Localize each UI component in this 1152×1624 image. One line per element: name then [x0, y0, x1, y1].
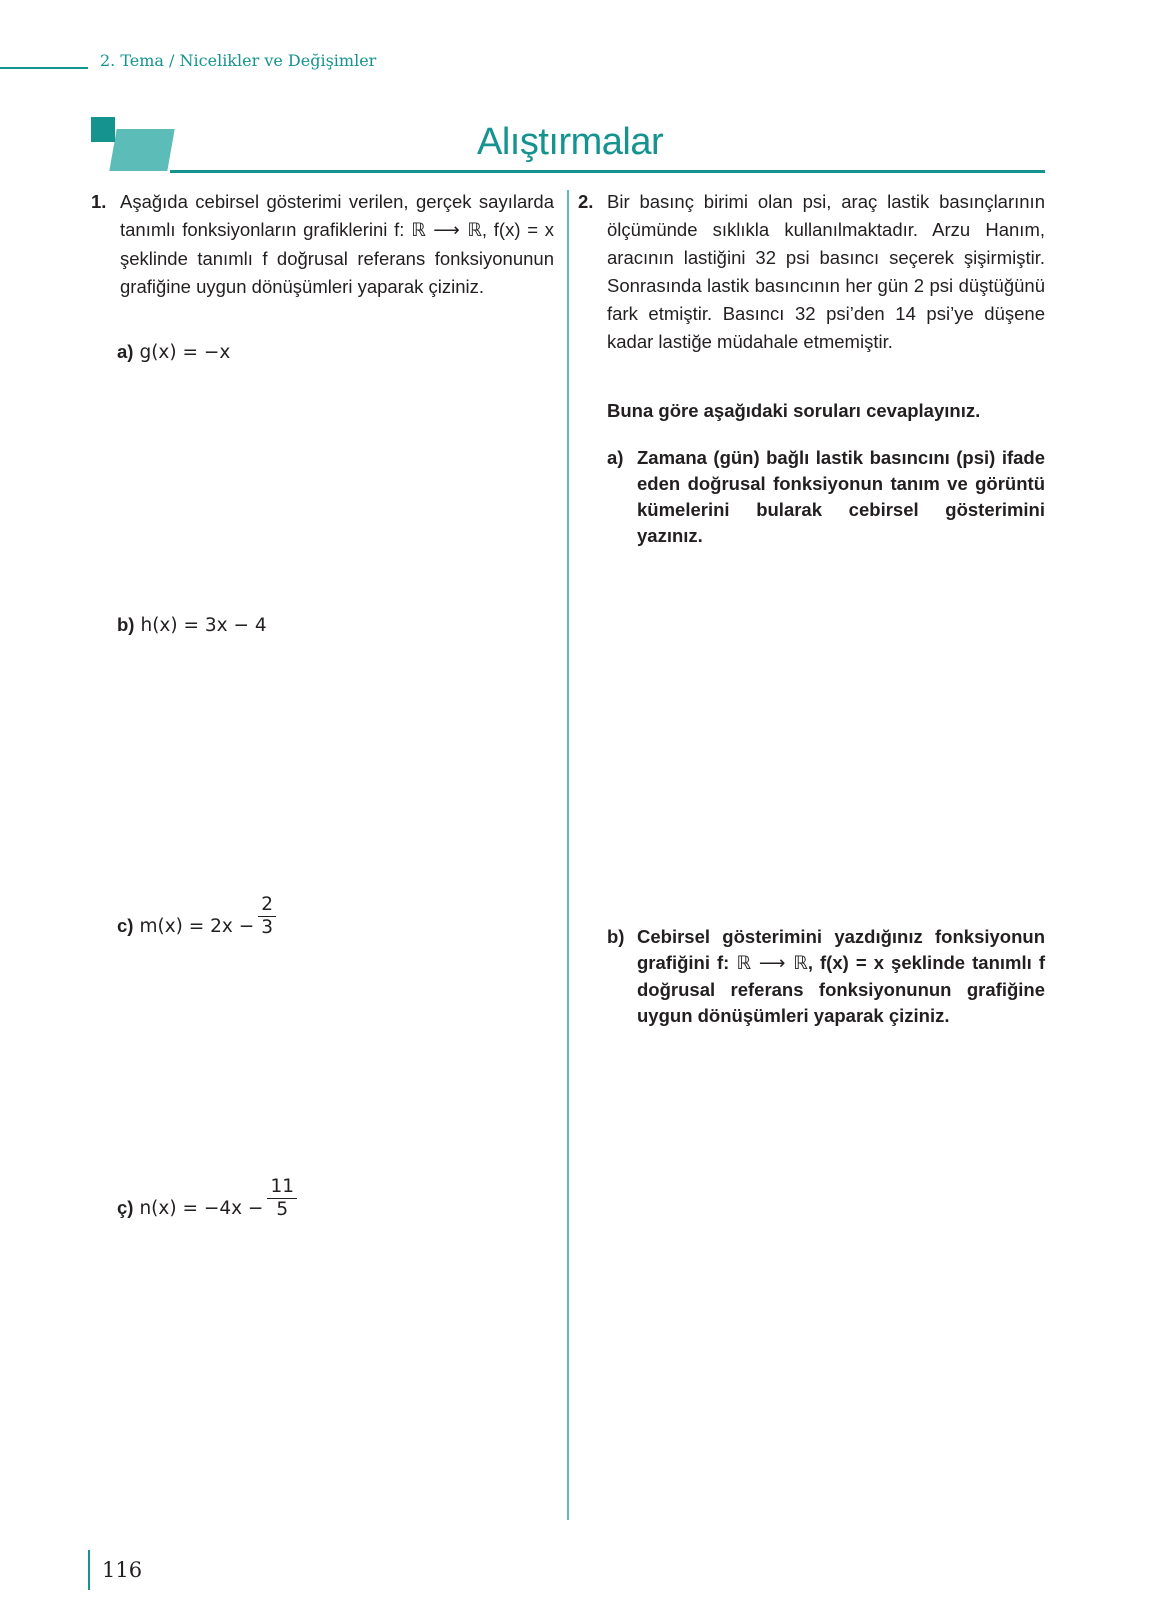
title-decoration-parallelogram	[109, 129, 174, 171]
q1-item-a	[117, 338, 230, 367]
item-label: a)	[117, 341, 134, 362]
title-decoration-square	[91, 117, 115, 142]
item-label: c)	[117, 915, 134, 936]
question-text: Aşağıda cebirsel gösterimi verilen, gerçek sayılarda tanımlı fonksiyonların grafiklerini f: ℝ ⟶ ℝ, f(x) = x şeklinde tanımlı f doğrusal referans fonksiyonunun grafiğine uygun dönüşümleri yaparak çiziniz.	[120, 191, 555, 297]
part-label: b)	[607, 926, 625, 947]
question-1	[91, 188, 554, 301]
title-underline	[170, 170, 1045, 173]
question-number: 2.	[578, 191, 594, 212]
q2-instruction: Buna göre aşağıdaki soruları cevaplayınız.	[607, 400, 981, 421]
item-expression: g(x) = −x	[139, 342, 231, 363]
q2-part-b	[607, 924, 1045, 1029]
fraction: $\frac{11}{5}$	[267, 1176, 297, 1221]
item-label: b)	[117, 614, 135, 635]
part-text: Cebirsel gösterimini yazdığınız fonksiyonun grafiğini f: ℝ ⟶ ℝ, f(x) = x şeklinde tanımlı f doğrusal referans fonksiyonunun grafiğine uygun dönüşümleri yaparak çiziniz.	[637, 926, 1045, 1026]
q1-item-b	[117, 611, 267, 640]
q1-item-c	[117, 893, 276, 941]
question-text: Bir basınç birimi olan psi, araç lastik basınçlarının ölçümünde sıklıkla kullanılmaktadır. Arzu Hanım, aracının lastiğini 32 psi basıncı seçerek şişirmiştir. Sonrasında lastik basıncının her gün 2 psi düştüğünü fark etmiştir. Basıncı 32 psi’den 14 psi’ye düşene kadar lastiğe müdahale etmemiştir.	[607, 191, 1045, 352]
header-rule	[0, 67, 88, 69]
item-expression: m(x) = 2x −	[139, 916, 255, 937]
column-divider	[567, 190, 569, 1520]
part-text: Zamana (gün) bağlı lastik basıncını (psi) ifade eden doğrusal fonksiyonun tanım ve görüntü kümelerini bularak cebirsel gösterimini yazınız.	[637, 447, 1045, 546]
fraction: $\frac{2}{3}$	[258, 894, 276, 939]
footer-bar	[88, 1550, 90, 1590]
item-label: ç)	[117, 1197, 134, 1218]
question-number: 1.	[91, 191, 107, 212]
domain-map: ℝ ⟶ ℝ	[411, 220, 482, 241]
question-2	[578, 188, 1045, 356]
page-number: 116	[102, 1558, 143, 1582]
section-title: Alıştırmalar	[477, 121, 664, 163]
breadcrumb: 2. Tema / Nicelikler ve Değişimler	[100, 51, 377, 70]
part-label: a)	[607, 447, 624, 468]
q1-item-c-cedilla	[117, 1175, 297, 1223]
item-expression: h(x) = 3x − 4	[140, 615, 267, 636]
q2-part-a	[607, 445, 1045, 549]
domain-map: ℝ ⟶ ℝ	[736, 953, 808, 974]
item-expression: n(x) = −4x −	[139, 1198, 264, 1219]
